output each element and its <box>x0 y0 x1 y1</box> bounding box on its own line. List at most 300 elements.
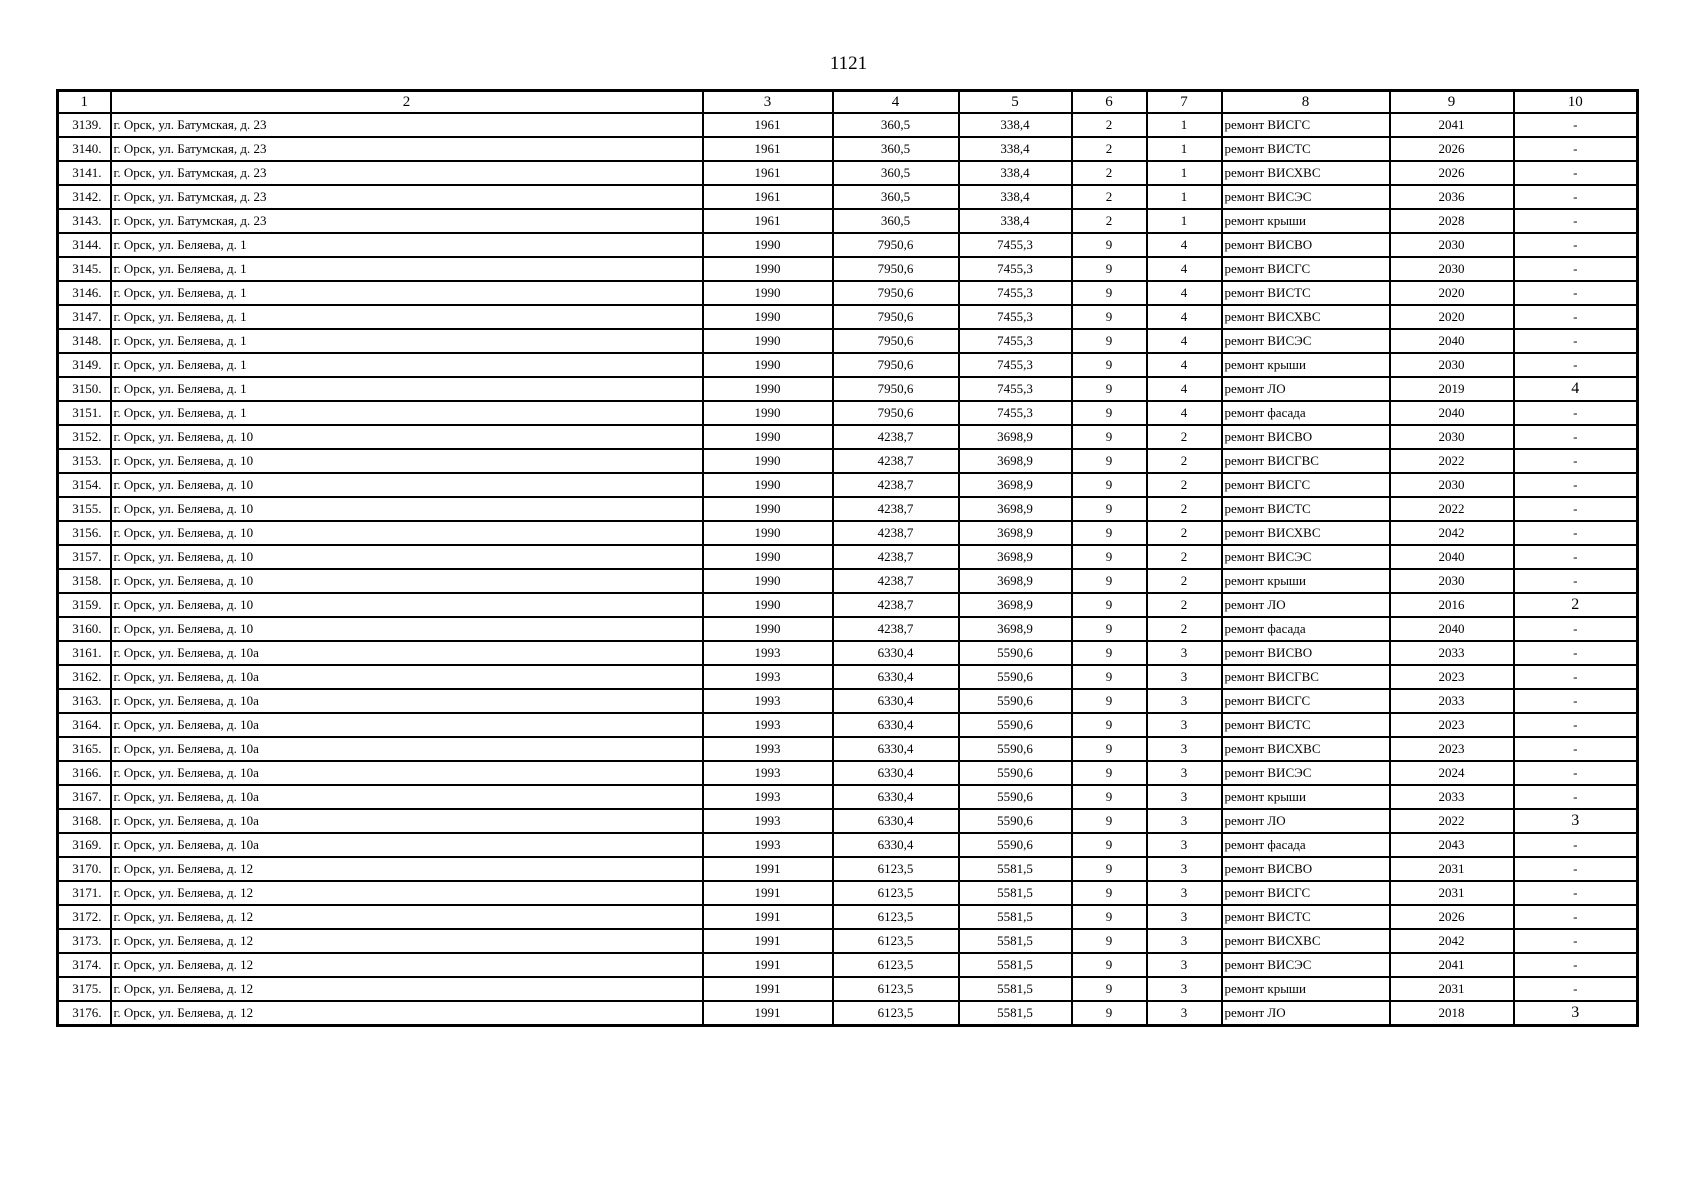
cell-living-area: 7455,3 <box>959 257 1072 281</box>
page-number: 1121 <box>829 53 868 74</box>
table-row <box>58 521 1638 545</box>
table-row <box>58 353 1638 377</box>
cell-elevators: - <box>1514 353 1638 377</box>
cell-floors: 9 <box>1072 425 1147 449</box>
cell-planned-year: 2040 <box>1390 329 1514 353</box>
cell-entrances: 4 <box>1147 281 1222 305</box>
cell-row-number: 3142. <box>58 185 111 209</box>
cell-floors: 9 <box>1072 305 1147 329</box>
cell-build-year: 1990 <box>703 617 833 641</box>
cell-planned-year: 2040 <box>1390 545 1514 569</box>
cell-floors: 9 <box>1072 737 1147 761</box>
cell-entrances: 3 <box>1147 1001 1222 1026</box>
cell-floors: 9 <box>1072 689 1147 713</box>
cell-floors: 9 <box>1072 593 1147 617</box>
cell-floors: 9 <box>1072 953 1147 977</box>
cell-total-area: 4238,7 <box>833 497 959 521</box>
cell-floors: 2 <box>1072 185 1147 209</box>
cell-address: г. Орск, ул. Беляева, д. 12 <box>111 953 703 977</box>
cell-row-number: 3140. <box>58 137 111 161</box>
table-row <box>58 1001 1638 1026</box>
cell-living-area: 3698,9 <box>959 593 1072 617</box>
cell-living-area: 338,4 <box>959 161 1072 185</box>
cell-living-area: 7455,3 <box>959 401 1072 425</box>
cell-entrances: 4 <box>1147 377 1222 401</box>
cell-floors: 9 <box>1072 449 1147 473</box>
cell-row-number: 3163. <box>58 689 111 713</box>
cell-work-type: ремонт крыши <box>1222 569 1390 593</box>
cell-address: г. Орск, ул. Беляева, д. 1 <box>111 257 703 281</box>
cell-row-number: 3164. <box>58 713 111 737</box>
cell-address: г. Орск, ул. Беляева, д. 10а <box>111 665 703 689</box>
cell-living-area: 5590,6 <box>959 833 1072 857</box>
cell-living-area: 5581,5 <box>959 929 1072 953</box>
column-header-1: 1 <box>58 91 111 114</box>
cell-living-area: 3698,9 <box>959 497 1072 521</box>
cell-entrances: 3 <box>1147 977 1222 1001</box>
cell-entrances: 2 <box>1147 545 1222 569</box>
cell-total-area: 7950,6 <box>833 353 959 377</box>
cell-work-type: ремонт ВИСТС <box>1222 497 1390 521</box>
cell-build-year: 1990 <box>703 257 833 281</box>
table-row <box>58 281 1638 305</box>
cell-entrances: 3 <box>1147 665 1222 689</box>
cell-total-area: 6330,4 <box>833 785 959 809</box>
cell-elevators: - <box>1514 857 1638 881</box>
cell-work-type: ремонт ВИСЭС <box>1222 953 1390 977</box>
cell-address: г. Орск, ул. Беляева, д. 10 <box>111 425 703 449</box>
cell-work-type: ремонт крыши <box>1222 353 1390 377</box>
cell-row-number: 3169. <box>58 833 111 857</box>
cell-living-area: 5590,6 <box>959 809 1072 833</box>
cell-living-area: 338,4 <box>959 209 1072 233</box>
cell-floors: 9 <box>1072 785 1147 809</box>
cell-total-area: 4238,7 <box>833 545 959 569</box>
cell-total-area: 7950,6 <box>833 257 959 281</box>
cell-planned-year: 2042 <box>1390 521 1514 545</box>
cell-entrances: 2 <box>1147 449 1222 473</box>
cell-elevators: - <box>1514 953 1638 977</box>
cell-total-area: 7950,6 <box>833 401 959 425</box>
cell-living-area: 338,4 <box>959 137 1072 161</box>
table-row <box>58 161 1638 185</box>
cell-floors: 9 <box>1072 281 1147 305</box>
cell-planned-year: 2030 <box>1390 353 1514 377</box>
cell-row-number: 3143. <box>58 209 111 233</box>
cell-build-year: 1991 <box>703 881 833 905</box>
cell-total-area: 360,5 <box>833 137 959 161</box>
cell-floors: 9 <box>1072 569 1147 593</box>
table-row <box>58 113 1638 137</box>
cell-entrances: 2 <box>1147 617 1222 641</box>
table-header <box>58 91 1638 114</box>
table-row <box>58 665 1638 689</box>
cell-elevators: - <box>1514 833 1638 857</box>
cell-address: г. Орск, ул. Беляева, д. 10а <box>111 641 703 665</box>
cell-address: г. Орск, ул. Батумская, д. 23 <box>111 113 703 137</box>
cell-elevators: - <box>1514 785 1638 809</box>
cell-total-area: 360,5 <box>833 209 959 233</box>
cell-work-type: ремонт ВИСГС <box>1222 881 1390 905</box>
cell-row-number: 3167. <box>58 785 111 809</box>
table-row <box>58 905 1638 929</box>
cell-build-year: 1990 <box>703 377 833 401</box>
cell-build-year: 1993 <box>703 737 833 761</box>
cell-entrances: 3 <box>1147 809 1222 833</box>
cell-total-area: 4238,7 <box>833 425 959 449</box>
cell-floors: 9 <box>1072 521 1147 545</box>
cell-row-number: 3161. <box>58 641 111 665</box>
cell-living-area: 3698,9 <box>959 569 1072 593</box>
table-row <box>58 473 1638 497</box>
cell-total-area: 6330,4 <box>833 689 959 713</box>
cell-row-number: 3152. <box>58 425 111 449</box>
cell-row-number: 3151. <box>58 401 111 425</box>
cell-planned-year: 2043 <box>1390 833 1514 857</box>
cell-build-year: 1993 <box>703 833 833 857</box>
cell-row-number: 3168. <box>58 809 111 833</box>
cell-row-number: 3153. <box>58 449 111 473</box>
cell-living-area: 7455,3 <box>959 377 1072 401</box>
cell-planned-year: 2033 <box>1390 641 1514 665</box>
cell-entrances: 3 <box>1147 713 1222 737</box>
cell-elevators: - <box>1514 161 1638 185</box>
cell-build-year: 1991 <box>703 977 833 1001</box>
cell-planned-year: 2028 <box>1390 209 1514 233</box>
cell-row-number: 3154. <box>58 473 111 497</box>
table-row <box>58 209 1638 233</box>
cell-build-year: 1993 <box>703 713 833 737</box>
table-row <box>58 593 1638 617</box>
cell-work-type: ремонт фасада <box>1222 833 1390 857</box>
cell-build-year: 1991 <box>703 857 833 881</box>
cell-entrances: 2 <box>1147 425 1222 449</box>
cell-address: г. Орск, ул. Беляева, д. 12 <box>111 977 703 1001</box>
cell-total-area: 6330,4 <box>833 809 959 833</box>
cell-total-area: 6123,5 <box>833 857 959 881</box>
cell-entrances: 3 <box>1147 857 1222 881</box>
cell-address: г. Орск, ул. Беляева, д. 10а <box>111 809 703 833</box>
cell-address: г. Орск, ул. Беляева, д. 1 <box>111 329 703 353</box>
cell-total-area: 6330,4 <box>833 665 959 689</box>
cell-work-type: ремонт крыши <box>1222 209 1390 233</box>
cell-elevators: - <box>1514 569 1638 593</box>
cell-elevators: - <box>1514 521 1638 545</box>
cell-build-year: 1993 <box>703 809 833 833</box>
cell-elevators: - <box>1514 665 1638 689</box>
cell-entrances: 4 <box>1147 329 1222 353</box>
cell-elevators: - <box>1514 257 1638 281</box>
cell-address: г. Орск, ул. Беляева, д. 1 <box>111 281 703 305</box>
cell-floors: 9 <box>1072 1001 1147 1026</box>
cell-planned-year: 2026 <box>1390 161 1514 185</box>
cell-entrances: 4 <box>1147 305 1222 329</box>
table-row <box>58 809 1638 833</box>
table-row <box>58 737 1638 761</box>
cell-work-type: ремонт ВИСТС <box>1222 713 1390 737</box>
cell-living-area: 5581,5 <box>959 881 1072 905</box>
cell-entrances: 1 <box>1147 209 1222 233</box>
cell-entrances: 2 <box>1147 473 1222 497</box>
cell-elevators: - <box>1514 881 1638 905</box>
cell-planned-year: 2030 <box>1390 473 1514 497</box>
cell-entrances: 2 <box>1147 569 1222 593</box>
cell-elevators: - <box>1514 689 1638 713</box>
cell-entrances: 4 <box>1147 401 1222 425</box>
cell-row-number: 3162. <box>58 665 111 689</box>
cell-work-type: ремонт фасада <box>1222 617 1390 641</box>
cell-row-number: 3176. <box>58 1001 111 1026</box>
cell-elevators: 2 <box>1514 593 1638 617</box>
cell-entrances: 3 <box>1147 881 1222 905</box>
cell-address: г. Орск, ул. Беляева, д. 10 <box>111 569 703 593</box>
cell-floors: 2 <box>1072 161 1147 185</box>
cell-address: г. Орск, ул. Беляева, д. 10а <box>111 689 703 713</box>
cell-living-area: 3698,9 <box>959 617 1072 641</box>
cell-address: г. Орск, ул. Беляева, д. 10а <box>111 737 703 761</box>
cell-build-year: 1990 <box>703 329 833 353</box>
cell-elevators: - <box>1514 737 1638 761</box>
table-row <box>58 329 1638 353</box>
cell-floors: 9 <box>1072 401 1147 425</box>
cell-entrances: 3 <box>1147 761 1222 785</box>
cell-build-year: 1991 <box>703 929 833 953</box>
cell-work-type: ремонт ВИСГВС <box>1222 449 1390 473</box>
cell-address: г. Орск, ул. Беляева, д. 12 <box>111 857 703 881</box>
cell-planned-year: 2030 <box>1390 425 1514 449</box>
cell-living-area: 3698,9 <box>959 473 1072 497</box>
cell-elevators: 4 <box>1514 377 1638 401</box>
cell-floors: 9 <box>1072 329 1147 353</box>
table-row <box>58 881 1638 905</box>
cell-planned-year: 2033 <box>1390 689 1514 713</box>
cell-floors: 9 <box>1072 833 1147 857</box>
cell-planned-year: 2030 <box>1390 257 1514 281</box>
column-header-8: 8 <box>1222 91 1390 114</box>
cell-total-area: 4238,7 <box>833 449 959 473</box>
cell-address: г. Орск, ул. Батумская, д. 23 <box>111 137 703 161</box>
cell-build-year: 1991 <box>703 1001 833 1026</box>
cell-floors: 9 <box>1072 257 1147 281</box>
cell-work-type: ремонт ВИСГС <box>1222 689 1390 713</box>
cell-row-number: 3175. <box>58 977 111 1001</box>
cell-elevators: - <box>1514 497 1638 521</box>
cell-floors: 9 <box>1072 377 1147 401</box>
cell-planned-year: 2026 <box>1390 905 1514 929</box>
cell-total-area: 6123,5 <box>833 977 959 1001</box>
cell-floors: 9 <box>1072 353 1147 377</box>
cell-work-type: ремонт ВИСВО <box>1222 641 1390 665</box>
column-header-7: 7 <box>1147 91 1222 114</box>
cell-living-area: 5581,5 <box>959 953 1072 977</box>
cell-row-number: 3144. <box>58 233 111 257</box>
cell-planned-year: 2020 <box>1390 281 1514 305</box>
cell-build-year: 1961 <box>703 137 833 161</box>
cell-living-area: 7455,3 <box>959 353 1072 377</box>
cell-build-year: 1990 <box>703 545 833 569</box>
repair-schedule-table <box>56 89 1639 1027</box>
cell-planned-year: 2030 <box>1390 569 1514 593</box>
cell-elevators: - <box>1514 401 1638 425</box>
column-header-2: 2 <box>111 91 703 114</box>
cell-address: г. Орск, ул. Беляева, д. 10 <box>111 521 703 545</box>
cell-entrances: 2 <box>1147 593 1222 617</box>
cell-elevators: 3 <box>1514 809 1638 833</box>
cell-living-area: 7455,3 <box>959 329 1072 353</box>
header-row <box>58 91 1638 114</box>
cell-living-area: 7455,3 <box>959 305 1072 329</box>
table-row <box>58 929 1638 953</box>
cell-row-number: 3146. <box>58 281 111 305</box>
cell-elevators: - <box>1514 137 1638 161</box>
cell-entrances: 4 <box>1147 257 1222 281</box>
cell-entrances: 3 <box>1147 929 1222 953</box>
cell-build-year: 1991 <box>703 953 833 977</box>
cell-work-type: ремонт крыши <box>1222 785 1390 809</box>
cell-planned-year: 2023 <box>1390 665 1514 689</box>
cell-work-type: ремонт ВИСЭС <box>1222 761 1390 785</box>
cell-floors: 9 <box>1072 473 1147 497</box>
cell-total-area: 6330,4 <box>833 833 959 857</box>
table-row <box>58 977 1638 1001</box>
cell-elevators: - <box>1514 617 1638 641</box>
cell-work-type: ремонт ВИСГВС <box>1222 665 1390 689</box>
cell-work-type: ремонт ВИСТС <box>1222 281 1390 305</box>
cell-row-number: 3171. <box>58 881 111 905</box>
table-row <box>58 233 1638 257</box>
cell-address: г. Орск, ул. Батумская, д. 23 <box>111 161 703 185</box>
cell-address: г. Орск, ул. Беляева, д. 1 <box>111 353 703 377</box>
cell-row-number: 3147. <box>58 305 111 329</box>
table-row <box>58 761 1638 785</box>
cell-living-area: 5590,6 <box>959 689 1072 713</box>
cell-entrances: 3 <box>1147 641 1222 665</box>
table-row <box>58 377 1638 401</box>
cell-planned-year: 2030 <box>1390 233 1514 257</box>
cell-elevators: - <box>1514 545 1638 569</box>
cell-planned-year: 2026 <box>1390 137 1514 161</box>
cell-total-area: 6330,4 <box>833 761 959 785</box>
cell-build-year: 1990 <box>703 593 833 617</box>
cell-row-number: 3160. <box>58 617 111 641</box>
cell-living-area: 3698,9 <box>959 545 1072 569</box>
cell-floors: 9 <box>1072 881 1147 905</box>
cell-work-type: ремонт ЛО <box>1222 593 1390 617</box>
cell-row-number: 3155. <box>58 497 111 521</box>
column-header-6: 6 <box>1072 91 1147 114</box>
cell-work-type: ремонт ВИСЭС <box>1222 545 1390 569</box>
cell-elevators: - <box>1514 761 1638 785</box>
cell-total-area: 360,5 <box>833 185 959 209</box>
cell-planned-year: 2031 <box>1390 881 1514 905</box>
cell-entrances: 3 <box>1147 689 1222 713</box>
cell-floors: 9 <box>1072 857 1147 881</box>
cell-total-area: 6123,5 <box>833 953 959 977</box>
cell-address: г. Орск, ул. Беляева, д. 10 <box>111 473 703 497</box>
cell-total-area: 6123,5 <box>833 929 959 953</box>
cell-planned-year: 2022 <box>1390 809 1514 833</box>
cell-floors: 9 <box>1072 233 1147 257</box>
cell-living-area: 5581,5 <box>959 857 1072 881</box>
cell-build-year: 1990 <box>703 449 833 473</box>
cell-entrances: 4 <box>1147 233 1222 257</box>
cell-planned-year: 2040 <box>1390 401 1514 425</box>
cell-total-area: 6330,4 <box>833 713 959 737</box>
cell-build-year: 1990 <box>703 425 833 449</box>
cell-build-year: 1961 <box>703 209 833 233</box>
cell-elevators: - <box>1514 473 1638 497</box>
table-row <box>58 689 1638 713</box>
cell-floors: 9 <box>1072 905 1147 929</box>
cell-total-area: 4238,7 <box>833 569 959 593</box>
cell-planned-year: 2023 <box>1390 737 1514 761</box>
table-row <box>58 545 1638 569</box>
cell-work-type: ремонт ВИСГС <box>1222 257 1390 281</box>
cell-build-year: 1993 <box>703 785 833 809</box>
cell-row-number: 3139. <box>58 113 111 137</box>
cell-entrances: 3 <box>1147 905 1222 929</box>
cell-address: г. Орск, ул. Беляева, д. 10 <box>111 593 703 617</box>
cell-work-type: ремонт ЛО <box>1222 377 1390 401</box>
table-row <box>58 137 1638 161</box>
cell-elevators: - <box>1514 209 1638 233</box>
cell-elevators: - <box>1514 329 1638 353</box>
cell-row-number: 3165. <box>58 737 111 761</box>
cell-total-area: 360,5 <box>833 161 959 185</box>
cell-address: г. Орск, ул. Беляева, д. 10а <box>111 833 703 857</box>
cell-entrances: 3 <box>1147 953 1222 977</box>
cell-living-area: 3698,9 <box>959 521 1072 545</box>
cell-work-type: ремонт ВИСХВС <box>1222 305 1390 329</box>
cell-work-type: ремонт фасада <box>1222 401 1390 425</box>
cell-planned-year: 2016 <box>1390 593 1514 617</box>
cell-living-area: 5590,6 <box>959 737 1072 761</box>
cell-work-type: ремонт ВИСВО <box>1222 857 1390 881</box>
cell-total-area: 6123,5 <box>833 881 959 905</box>
cell-floors: 9 <box>1072 665 1147 689</box>
cell-elevators: 3 <box>1514 1001 1638 1026</box>
cell-row-number: 3141. <box>58 161 111 185</box>
cell-total-area: 6330,4 <box>833 641 959 665</box>
cell-build-year: 1990 <box>703 281 833 305</box>
cell-planned-year: 2023 <box>1390 713 1514 737</box>
cell-floors: 9 <box>1072 809 1147 833</box>
cell-address: г. Орск, ул. Беляева, д. 12 <box>111 929 703 953</box>
cell-build-year: 1991 <box>703 905 833 929</box>
cell-living-area: 5581,5 <box>959 905 1072 929</box>
cell-row-number: 3148. <box>58 329 111 353</box>
cell-work-type: ремонт ВИСВО <box>1222 233 1390 257</box>
cell-planned-year: 2020 <box>1390 305 1514 329</box>
cell-build-year: 1961 <box>703 113 833 137</box>
table-body <box>58 113 1638 1026</box>
cell-elevators: - <box>1514 233 1638 257</box>
cell-planned-year: 2024 <box>1390 761 1514 785</box>
cell-address: г. Орск, ул. Беляева, д. 10 <box>111 617 703 641</box>
table-row <box>58 185 1638 209</box>
cell-living-area: 7455,3 <box>959 233 1072 257</box>
cell-row-number: 3150. <box>58 377 111 401</box>
cell-total-area: 4238,7 <box>833 593 959 617</box>
table-row <box>58 497 1638 521</box>
cell-address: г. Орск, ул. Батумская, д. 23 <box>111 209 703 233</box>
cell-floors: 9 <box>1072 761 1147 785</box>
cell-build-year: 1990 <box>703 401 833 425</box>
cell-work-type: ремонт ВИСВО <box>1222 425 1390 449</box>
cell-build-year: 1990 <box>703 521 833 545</box>
cell-row-number: 3170. <box>58 857 111 881</box>
cell-entrances: 4 <box>1147 353 1222 377</box>
